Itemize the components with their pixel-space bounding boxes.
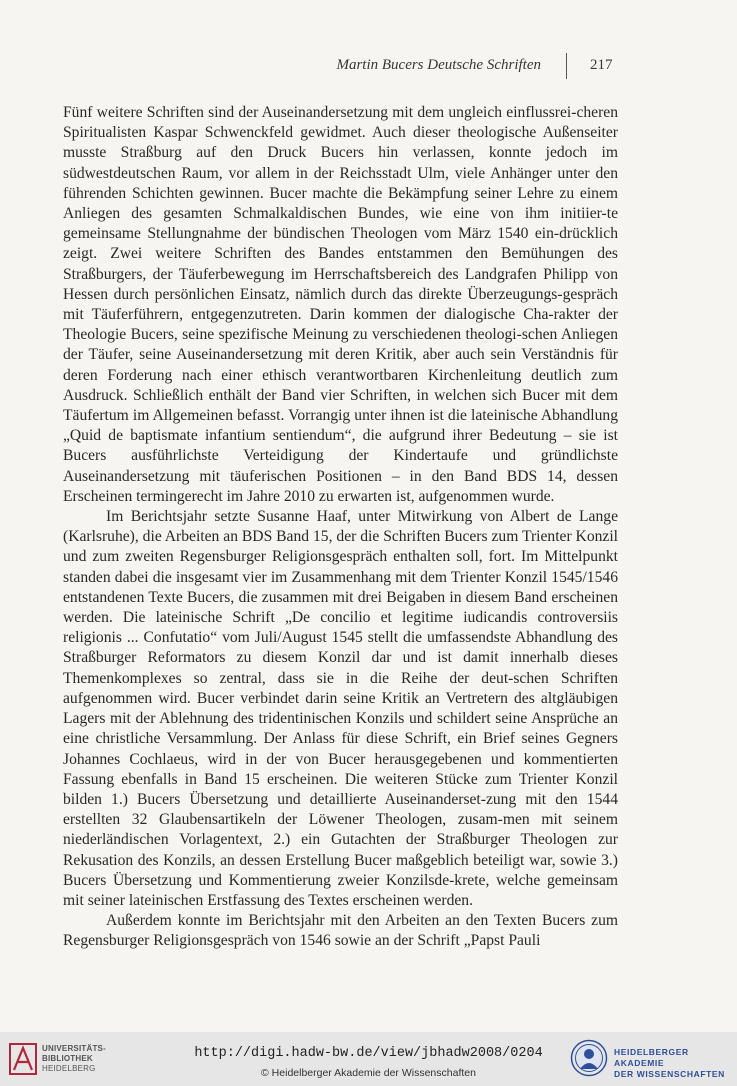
university-library-name: UNIVERSITÄTS- BIBLIOTHEK HEIDELBERG	[42, 1044, 106, 1073]
permalink-url[interactable]: http://digi.hadw-bw.de/view/jbhadw2008/0204	[194, 1046, 543, 1061]
running-head-title: Martin Bucers Deutsche Schriften	[336, 57, 541, 73]
academy-seal-icon	[570, 1039, 608, 1077]
viewer-footer	[0, 1032, 737, 1086]
academy-name: HEIDELBERGER AKADEMIE DER WISSENSCHAFTEN	[614, 1047, 725, 1079]
running-head	[0, 53, 737, 83]
paragraph-1: Fünf weitere Schriften sind der Auseinandersetzung mit dem ungleich einflussrei-cheren Spiritualisten Kaspar Schwenckfeld gewidmet. Auch dieser theologische Außenseiter musste Straßburg auf den Druck Bucers hin verlassen, konnte jedoch im südwestdeutschen Raum, vor allem in der Reichsstadt Ulm, viele Anhänger unter den führenden Schichten gewinnen. Bucer machte die Bekämpfung seiner Lehre zu einem Anliegen des gesamten Schmalkaldischen Bundes, wie eine von ihm initiier-te gemeinsame Stellungnahme der bündischen Theologen vom März 1540 ein-drücklich zeigt. Zwei weitere Schriften des Bandes entstammen den Bemühungen des Straßburgers, der Täuferbewegung im Herrschaftsbereich des Landgrafen Philipp von Hessen durch persönlichen Einsatz, nämlich durch das direkte Überzeugungs-gespräch mit Täuferführern, entgegenzutreten. Darin kommen der dialogische Cha-rakter der Theologie Bucers, seine spezifische Meinung zu verschiedenen theologi-schen Anliegen der Täufer, seine Auseinandersetzung mit deren Kritik, aber auch sein Verständnis für deren Forderung nach einer ethisch verantwortbaren Kirchenleitung deutlich zum Ausdruck. Schließlich enthält der Band vier Schriften, in welchen sich Bucer mit dem Täufertum im Allgemeinen befasst. Vorrangig unter ihnen ist die lateinische Abhandlung „Quid de baptismate infantium sentiendum“, die aufgrund ihrer Bedeutung – sie ist Bucers ausführlichste Verteidigung der Kindertaufe und gründlichste Auseinandersetzung mit täuferischen Positionen – in den Band BDS 14, dessen Erscheinen termingerecht im Jahre 2010 zu erwarten ist, aufgenommen wurde.	[63, 104, 618, 505]
page-number: 217	[590, 57, 613, 73]
body-text	[63, 103, 618, 952]
paragraph-3: Außerdem konnte im Berichtsjahr mit den Arbeiten an den Texten Bucers zum Regensburger Religionsgespräch von 1546 sowie an der Schrift „Papst Pauli	[63, 912, 618, 950]
copyright-notice: © Heidelberger Akademie der Wissenschaften	[261, 1067, 476, 1079]
running-head-divider	[566, 53, 567, 79]
paragraph-2: Im Berichtsjahr setzte Susanne Haaf, unter Mitwirkung von Albert de Lange (Karlsruhe), die Arbeiten an BDS Band 15, der die Schriften Bucers zum Trienter Konzil und zum zweiten Regensburger Religionsgespräch enthalten soll, fort. Im Mittelpunkt standen dabei die insgesamt vier im Zusammenhang mit dem Trienter Konzil 1545/1546 entstandenen Texte Bucers, die zusammen mit drei Beigaben in diesem Band erscheinen werden. Die lateinische Schrift „De concilio et legitime iudicandis controversiis religionis ... Confutatio“ vom Juli/August 1545 stellt die umfassendste Abhandlung des Straßburger Reformators zu diesem Konzil dar und ist damit innerhalb dieses Themenkomplexes so zentral, dass sie in die Reihe der deut-schen Schriften aufgenommen wird. Bucer verbindet darin seine Kritik an Vertretern des altgläubigen Lagers mit der Ablehnung des tridentinischen Konzils und schildert seine Ansprüche an eine christliche Versammlung. Der Anlass für diese Schrift, ein Brief seines Gegners Johannes Cochlaeus, wird in der von Bucer herausgegebenen und kommentierten Fassung ebenfalls in Band 15 erscheinen. Die weiteren Stücke zum Trienter Konzil bilden 1.) Bucers Übersetzung und detaillierte Auseinanderset-zung mit den 1544 erstellten 32 Glaubensartikeln der Löwener Theologen, zusam-men mit seinem niederländischen Vorlagentext, 2.) ein Gutachten der Straßburger Theologen zur Rekusation des Konzils, an dessen Erstellung Bucer maßgeblich beteiligt war, sowie 3.) Bucers Übersetzung und Kommentierung zweier Konzilsde-krete, welche gemeinsam mit seiner lateinischen Erstfassung des Textes erscheinen werden.	[63, 508, 618, 909]
